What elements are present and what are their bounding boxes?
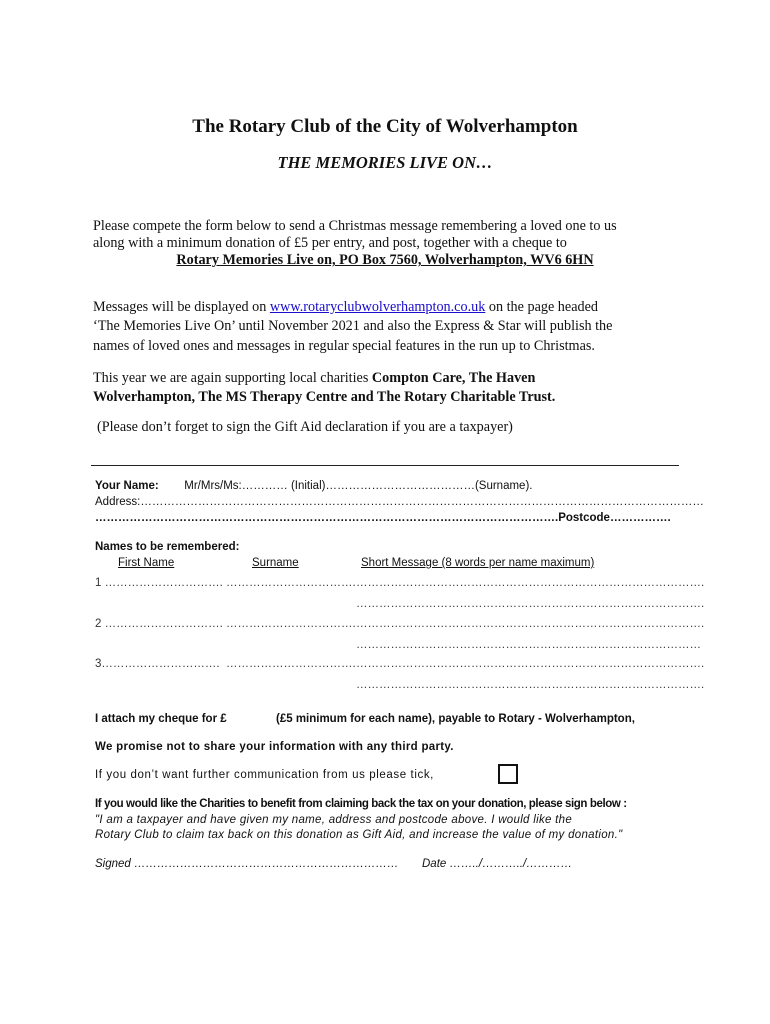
website-link[interactable]: www.rotaryclubwolverhampton.co.uk (269, 299, 486, 315)
row3-surname[interactable]: ……………………………. (226, 658, 356, 670)
messages-line-2: ‘The Memories Live On’ until November 2021 and also the Express & Star will publish the (93, 318, 613, 334)
address-postcode-field[interactable]: ………………………………………………………………………………………………………….Postcode……………. (95, 512, 671, 524)
charities-pre: This year we are again supporting local charities (93, 370, 372, 386)
gift-aid-heading: If you would like the Charities to benefit from claiming back the tax on your donation, please sign below : (95, 798, 627, 810)
col-surname: Surname (252, 557, 299, 569)
col-short-message: Short Message (8 words per name maximum) (361, 557, 595, 569)
names-heading: Names to be remembered: (95, 541, 240, 553)
messages-post: on the page headed (485, 299, 598, 315)
row2-surname[interactable]: ……………………………. (226, 618, 356, 630)
charities-line-2: Wolverhampton, The MS Therapy Centre and The Rotary Charitable Trust. (93, 389, 556, 405)
row3-first-name[interactable]: 3…………………………. (95, 658, 220, 670)
no-communication-checkbox[interactable] (498, 764, 518, 784)
your-name-label: Your Name: (95, 480, 159, 492)
no-communication-label: If you don’t want further communication from us please tick, (95, 769, 434, 781)
your-name-field[interactable] (95, 479, 532, 494)
name-fields: Mr/Mrs/Ms:………… (Initial)…………………………………(Surname). (184, 480, 533, 492)
privacy-promise: We promise not to share your information with any third party. (95, 741, 454, 753)
charities-line-1 (93, 369, 535, 388)
row3-message-line2[interactable]: ………………………………………………………………………………. (356, 679, 705, 691)
charities-bold: Compton Care, The Haven (371, 370, 536, 386)
cheque-terms: (£5 minimum for each name), payable to Rotary - Wolverhampton, (276, 713, 635, 725)
gift-aid-declaration-line-2: Rotary Club to claim tax back on this donation as Gift Aid, and increase the value of my donation." (95, 829, 623, 841)
row3-message-line1[interactable]: ………………………………………………………………………………. (356, 658, 705, 670)
row1-surname[interactable]: ……………………………. (226, 577, 356, 589)
row1-first-name[interactable]: 1 …………………………. (95, 577, 223, 589)
row2-first-name[interactable]: 2 …………………………. (95, 618, 223, 630)
page-subtitle: THE MEMORIES LIVE ON… (277, 153, 493, 172)
row1-message-line1[interactable]: ………………………………………………………………………………. (356, 577, 705, 589)
page-title: The Rotary Club of the City of Wolverhampton (192, 116, 578, 137)
row2-message-line2[interactable]: ……………………………………………………………………………… (356, 639, 701, 651)
date-field[interactable]: Date ……../………../………… (422, 858, 573, 870)
messages-line-1 (93, 298, 598, 317)
row1-message-line2[interactable]: ………………………………………………………………………………. (356, 598, 705, 610)
intro-line-1: Please compete the form below to send a Christmas message remembering a loved one to us (93, 218, 617, 234)
address-field[interactable]: Address:………………………………………………………………………………………………………………………………… (95, 496, 704, 508)
form-divider (91, 465, 679, 466)
gift-aid-declaration-line-1: "I am a taxpayer and have given my name, address and postcode above. I would like the (95, 814, 573, 826)
cheque-amount-label: I attach my cheque for £ (95, 713, 227, 725)
messages-line-3: names of loved ones and messages in regular special features in the run up to Christmas. (93, 338, 595, 354)
postal-address: Rotary Memories Live on, PO Box 7560, Wolverhampton, WV6 6HN (176, 252, 594, 268)
gift-aid-note: (Please don’t forget to sign the Gift Aid declaration if you are a taxpayer) (97, 419, 513, 435)
intro-line-2: along with a minimum donation of £5 per entry, and post, together with a cheque to (93, 235, 567, 251)
signature-field[interactable]: Signed …………………………………………………………… (95, 858, 399, 870)
messages-pre: Messages will be displayed on (93, 299, 270, 315)
col-first-name: First Name (118, 557, 175, 569)
row2-message-line1[interactable]: ………………………………………………………………………………. (356, 618, 705, 630)
